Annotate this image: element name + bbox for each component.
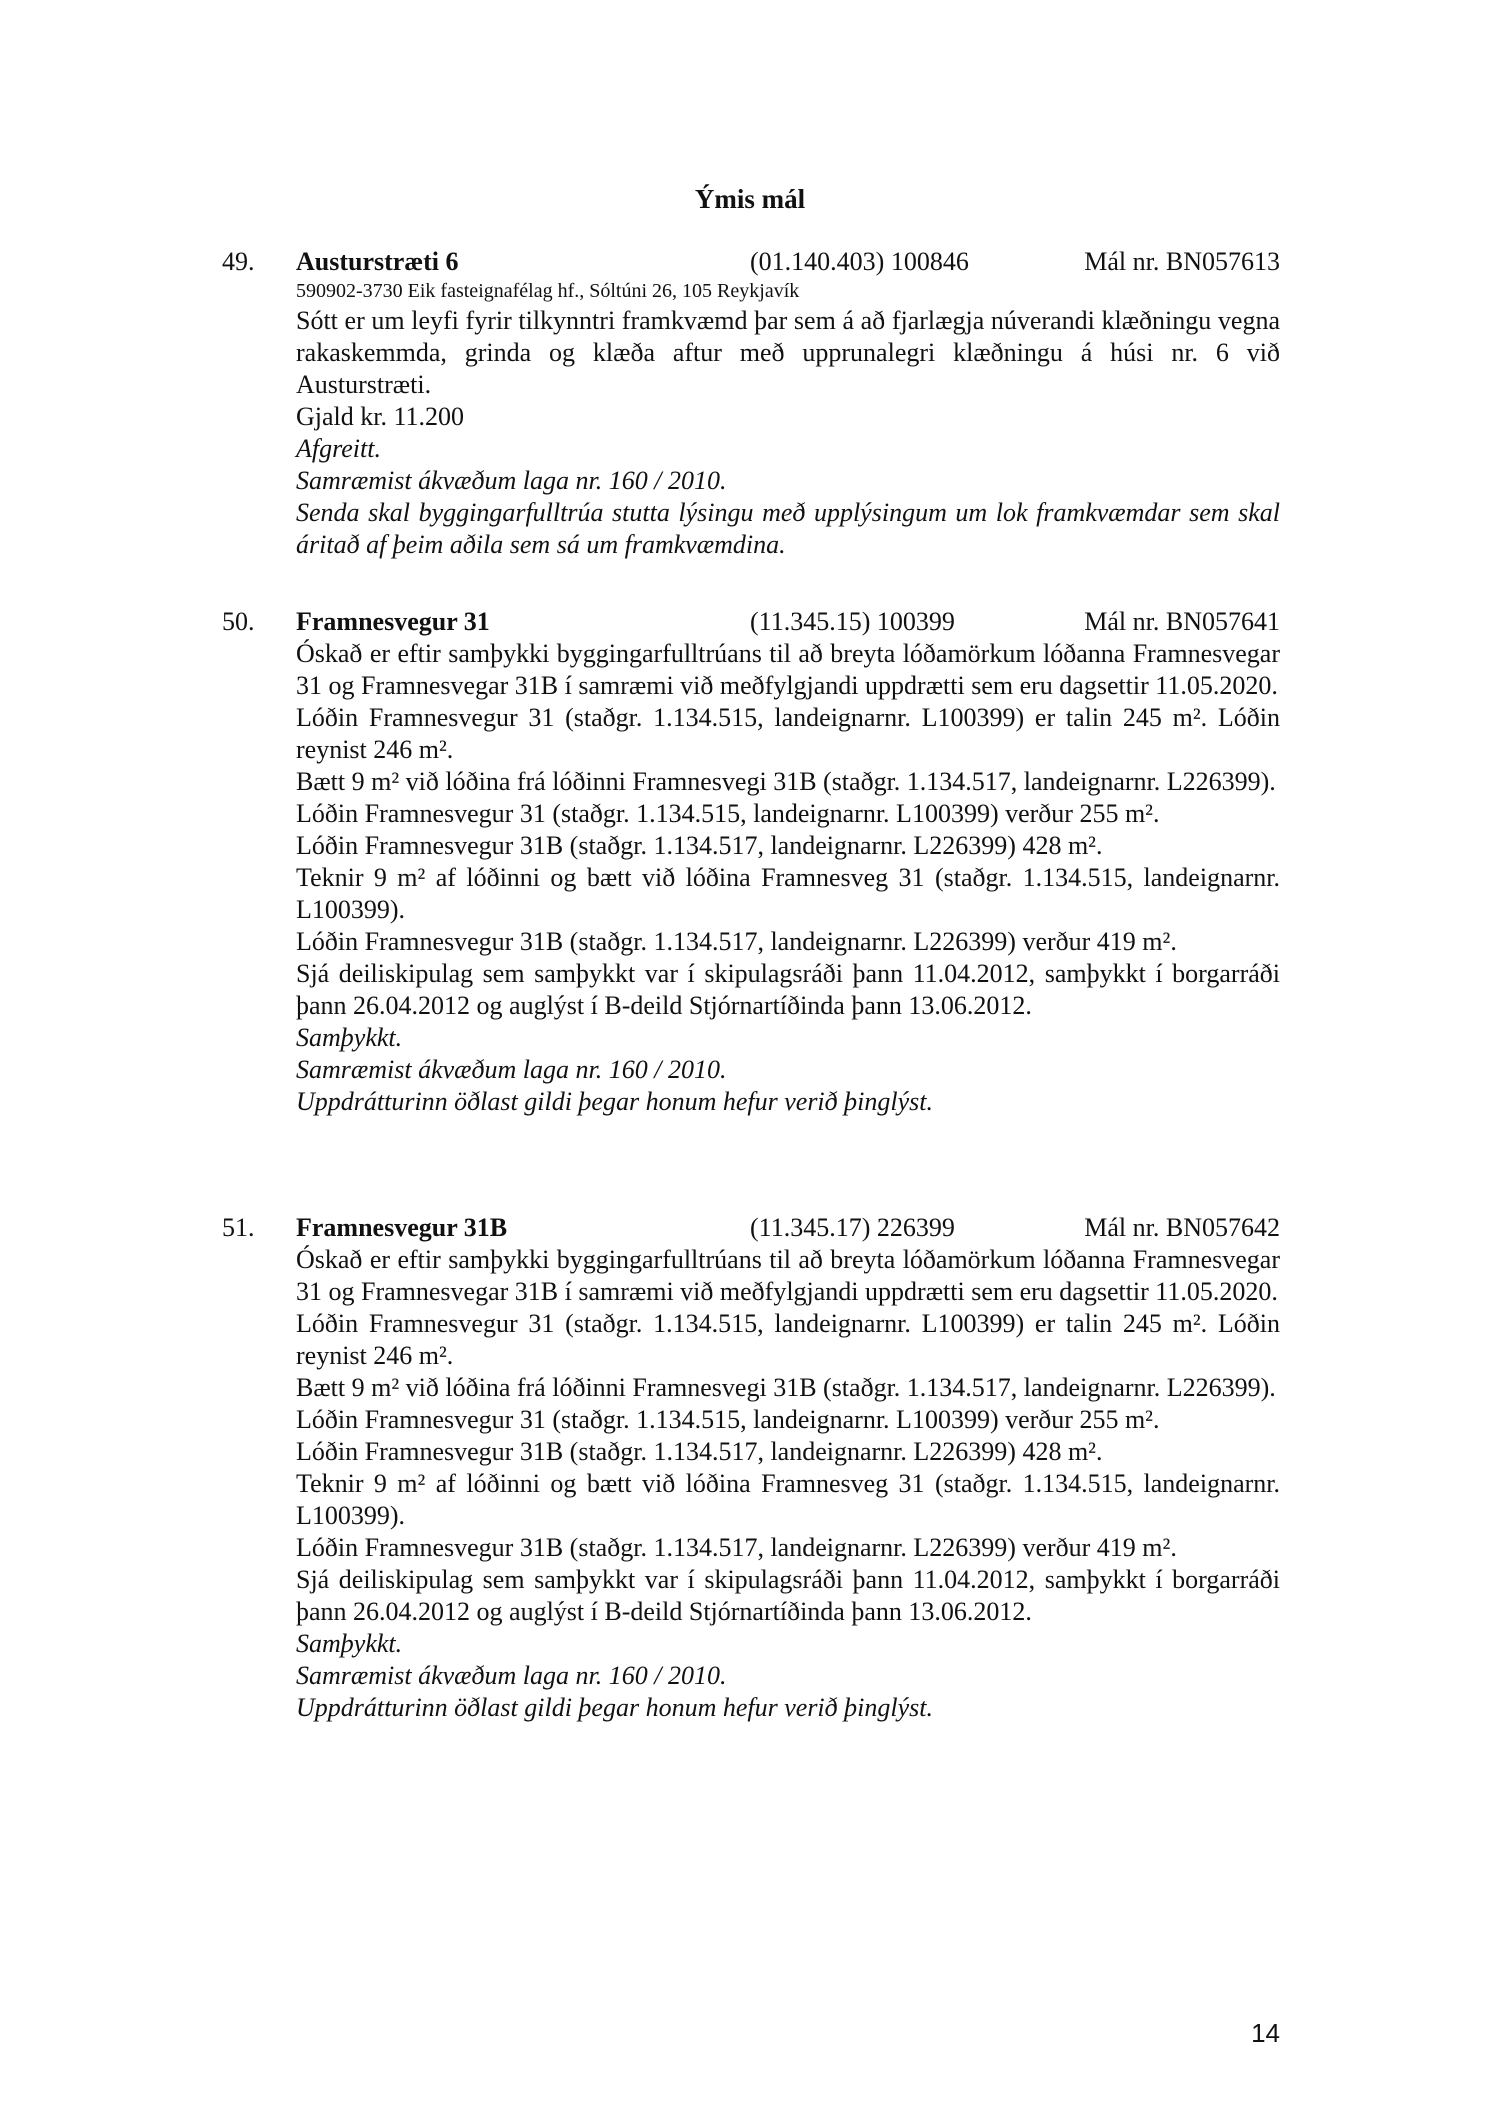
case-paragraph: Lóðin Framnesvegur 31 (staðgr. 1.134.515, landeignarnr. L100399) verður 255 m². xyxy=(296,1405,1160,1434)
case-lot-id: (01.140.403) 100846 xyxy=(750,247,969,276)
case-paragraph: Lóðin Framnesvegur 31 (staðgr. 1.134.515, landeignarnr. L100399) er talin 245 m². Lóðin reynist 246 m². xyxy=(296,703,1280,764)
case-law-note: Samræmist ákvæðum laga nr. 160 / 2010. xyxy=(296,1661,727,1690)
case-reference: Mál nr. BN057613 xyxy=(1084,247,1280,276)
case-lot-id: (11.345.17) 226399 xyxy=(750,1213,955,1242)
case-registration-note: Uppdrátturinn öðlast gildi þegar honum hefur verið þinglýst. xyxy=(296,1693,933,1722)
case-reference: Mál nr. BN057641 xyxy=(1084,607,1280,636)
case-paragraph: Lóðin Framnesvegur 31 (staðgr. 1.134.515, landeignarnr. L100399) verður 255 m². xyxy=(296,799,1160,828)
case-lot-id: (11.345.15) 100399 xyxy=(750,607,955,636)
case-fee: Gjald kr. 11.200 xyxy=(296,402,465,431)
case-50 xyxy=(222,605,1280,1118)
case-paragraph: Sjá deiliskipulag sem samþykkt var í skipulagsráði þann 11.04.2012, samþykkt í borgarráði þann 26.04.2012 og auglýst í B-deild Stjórnartíðinda þann 13.06.2012. xyxy=(296,959,1280,1020)
page-number: 14 xyxy=(1251,2018,1280,2048)
case-decision: Samþykkt. xyxy=(296,1023,403,1052)
applicant-line: 590902-3730 Eik fasteignafélag hf., Sóltúni 26, 105 Reykjavík xyxy=(296,280,800,302)
case-paragraph: Lóðin Framnesvegur 31 (staðgr. 1.134.515, landeignarnr. L100399) er talin 245 m². Lóðin reynist 246 m². xyxy=(296,1309,1280,1370)
case-registration-note: Uppdrátturinn öðlast gildi þegar honum hefur verið þinglýst. xyxy=(296,1087,933,1116)
case-51 xyxy=(222,1211,1280,1724)
case-intro: Óskað er eftir samþykki byggingarfulltrúans til að breyta lóðamörkum lóðanna Framnesvegar 31 og Framnesvegar 31B í samræmi við meðfylgjandi uppdrætti sem eru dagsettir 11.05.2020. xyxy=(296,639,1280,700)
case-number: 50. xyxy=(222,607,255,636)
case-completion-note: Senda skal byggingarfulltrúa stutta lýsingu með upplýsingum um lok framkvæmdar sem skal áritað af þeim aðila sem sá um framkvæmdina. xyxy=(296,498,1280,559)
case-body xyxy=(296,638,1280,1118)
case-header xyxy=(222,1211,1280,1244)
case-address: Austurstræti 6 xyxy=(296,247,459,276)
case-law-note: Samræmist ákvæðum laga nr. 160 / 2010. xyxy=(296,1055,727,1084)
case-body xyxy=(296,278,1280,561)
case-header xyxy=(222,245,1280,278)
case-paragraph: Sjá deiliskipulag sem samþykkt var í skipulagsráði þann 11.04.2012, samþykkt í borgarráði þann 26.04.2012 og auglýst í B-deild Stjórnartíðinda þann 13.06.2012. xyxy=(296,1565,1280,1626)
case-paragraph: Teknir 9 m² af lóðinni og bætt við lóðina Framnesveg 31 (staðgr. 1.134.515, landeignarnr. L100399). xyxy=(296,863,1280,924)
case-number: 49. xyxy=(222,247,255,276)
case-description: Sótt er um leyfi fyrir tilkynntri framkvæmd þar sem á að fjarlægja núverandi klæðningu vegna rakaskemmda, grinda og klæða aftur með upprunalegri klæðningu á húsi nr. 6 við Austurstræti. xyxy=(296,306,1280,399)
case-header xyxy=(222,605,1280,638)
section-title: Ýmis mál xyxy=(694,184,806,214)
case-paragraph: Bætt 9 m² við lóðina frá lóðinni Framnesvegi 31B (staðgr. 1.134.517, landeignarnr. L226399). xyxy=(296,1373,1276,1402)
case-decision: Samþykkt. xyxy=(296,1629,403,1658)
case-paragraph: Bætt 9 m² við lóðina frá lóðinni Framnesvegi 31B (staðgr. 1.134.517, landeignarnr. L226399). xyxy=(296,767,1276,796)
case-address: Framnesvegur 31B xyxy=(296,1213,508,1242)
case-address: Framnesvegur 31 xyxy=(296,607,490,636)
case-49 xyxy=(222,245,1280,561)
case-number: 51. xyxy=(222,1213,255,1242)
case-paragraph: Lóðin Framnesvegur 31B (staðgr. 1.134.517, landeignarnr. L226399) 428 m². xyxy=(296,1437,1103,1466)
case-paragraph: Lóðin Framnesvegur 31B (staðgr. 1.134.517, landeignarnr. L226399) verður 419 m². xyxy=(296,1533,1177,1562)
case-body xyxy=(296,1244,1280,1724)
case-decision: Afgreitt. xyxy=(296,434,381,463)
case-intro: Óskað er eftir samþykki byggingarfulltrúans til að breyta lóðamörkum lóðanna Framnesvegar 31 og Framnesvegar 31B í samræmi við meðfylgjandi uppdrætti sem eru dagsettir 11.05.2020. xyxy=(296,1245,1280,1306)
case-law-note: Samræmist ákvæðum laga nr. 160 / 2010. xyxy=(296,466,727,495)
case-reference: Mál nr. BN057642 xyxy=(1084,1213,1280,1242)
case-paragraph: Lóðin Framnesvegur 31B (staðgr. 1.134.517, landeignarnr. L226399) verður 419 m². xyxy=(296,927,1177,956)
case-paragraph: Lóðin Framnesvegur 31B (staðgr. 1.134.517, landeignarnr. L226399) 428 m². xyxy=(296,831,1103,860)
case-paragraph: Teknir 9 m² af lóðinni og bætt við lóðina Framnesveg 31 (staðgr. 1.134.515, landeignarnr. L100399). xyxy=(296,1469,1280,1530)
